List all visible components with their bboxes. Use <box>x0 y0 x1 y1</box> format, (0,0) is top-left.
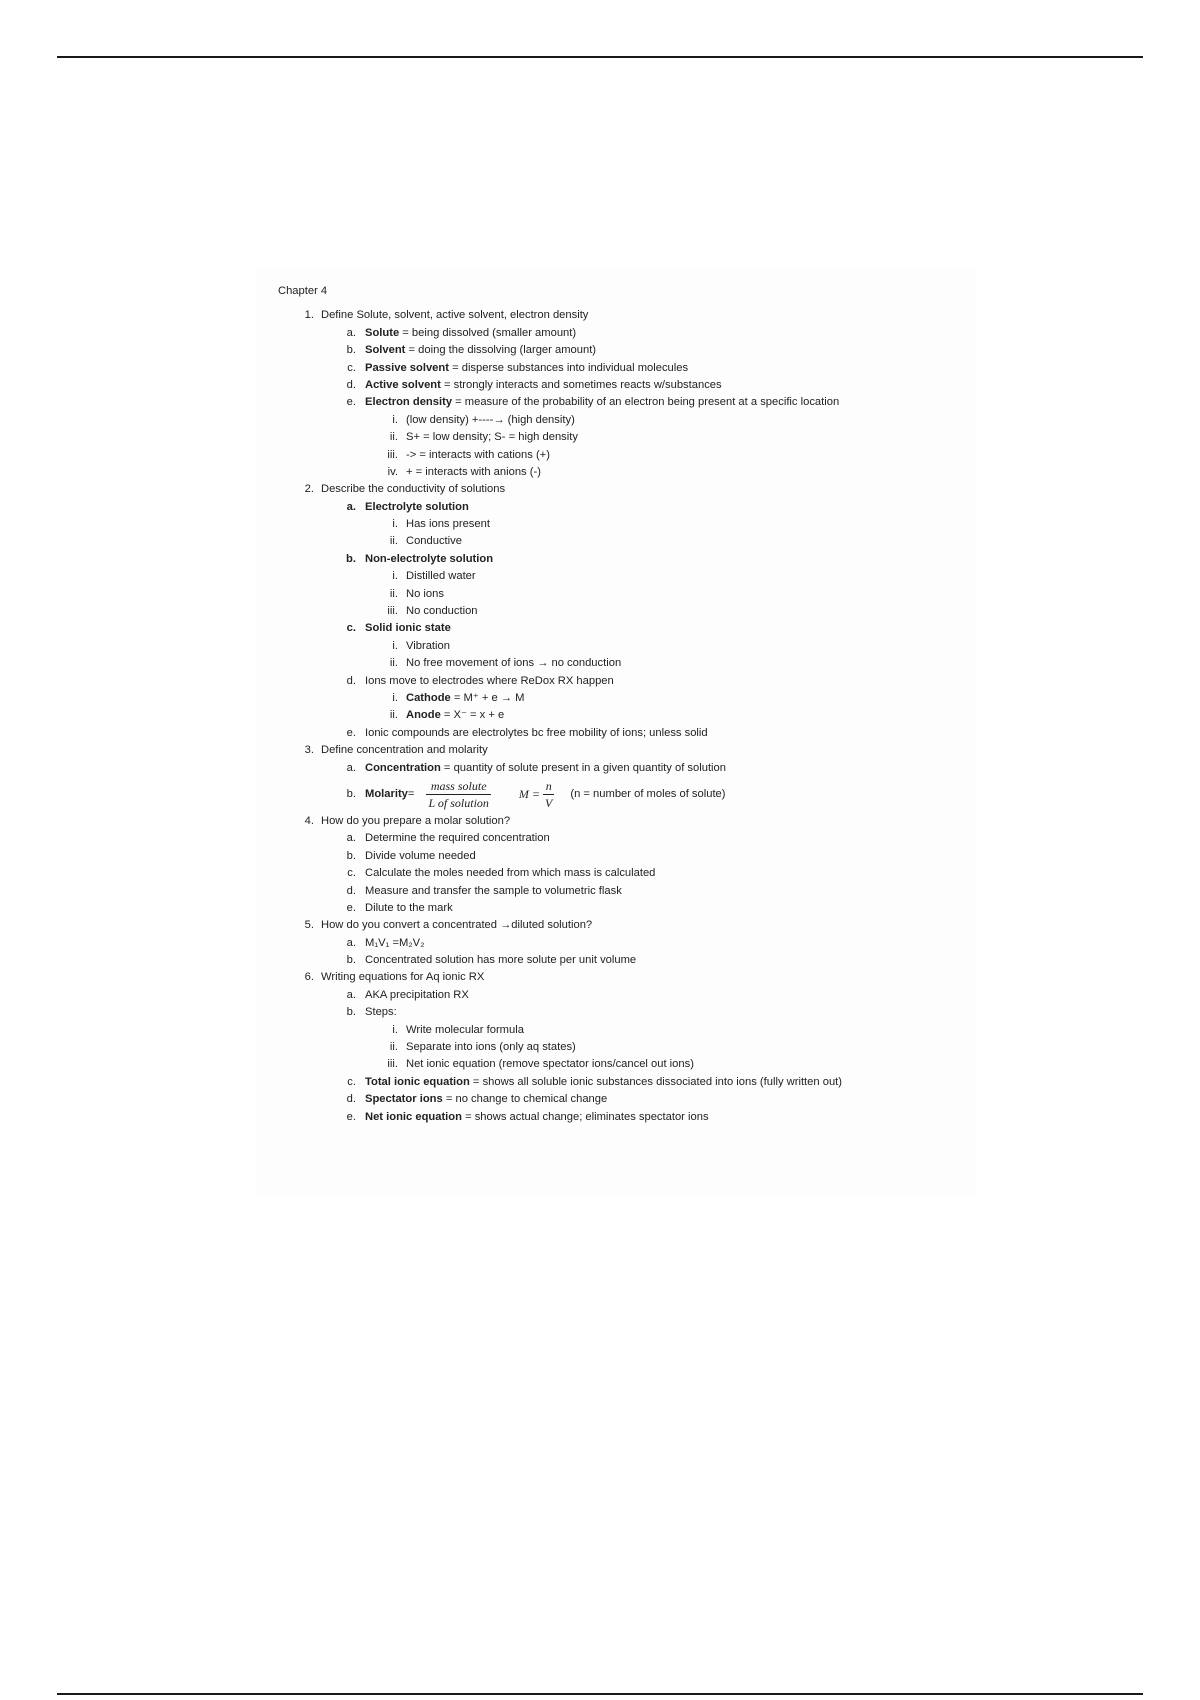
item-marker: e. <box>346 901 356 914</box>
list-item <box>278 900 978 917</box>
item-marker: e. <box>346 726 356 739</box>
item-text: = being dissolved (smaller amount) <box>399 326 577 339</box>
item-marker: b. <box>346 344 356 357</box>
list-item <box>278 935 978 952</box>
section-heading <box>278 917 978 934</box>
item-term: Solute <box>365 326 400 339</box>
sub-text: Write molecular formula <box>406 1023 524 1036</box>
sub-text: -> = interacts with cations (+) <box>406 448 550 461</box>
sub-text: + = interacts with anions (-) <box>406 465 541 478</box>
list-item <box>278 725 978 742</box>
sub-marker: iii. <box>387 448 398 461</box>
sub-text: Separate into ions (only aq states) <box>406 1041 576 1054</box>
section-heading <box>278 307 978 324</box>
item-term: Net ionic equation <box>365 1110 462 1123</box>
list-item <box>278 620 978 637</box>
section-text: Writing equations for Aq ionic RX <box>321 971 485 984</box>
item-marker: d. <box>346 884 356 897</box>
sub-text: (low density) +----→ (high density) <box>406 413 575 426</box>
item-text: = shows all soluble ionic substances dissociated into ions (fully written out) <box>469 1075 842 1088</box>
sub-text: Vibration <box>406 639 450 652</box>
item-marker: a. <box>346 500 356 513</box>
list-item <box>278 760 978 777</box>
sub-item <box>278 568 978 585</box>
sub-marker: i. <box>392 413 398 426</box>
sub-item <box>278 1039 978 1056</box>
sub-marker: iv. <box>387 465 398 478</box>
list-item <box>278 551 978 568</box>
section-text: Define Solute, solvent, active solvent, electron density <box>321 309 589 322</box>
item-term: Concentration <box>365 761 441 774</box>
item-term: Non-electrolyte solution <box>365 552 494 565</box>
sub-marker: ii. <box>389 1041 398 1054</box>
outline-list <box>278 307 978 1126</box>
item-marker: a. <box>346 936 356 949</box>
list-item <box>278 499 978 516</box>
list-item <box>278 360 978 377</box>
list-item <box>278 325 978 342</box>
formula-note: (n = number of moles of solute) <box>570 788 726 801</box>
sub-marker: i. <box>392 570 398 583</box>
section-heading <box>278 742 978 759</box>
molarity-fraction <box>426 779 490 810</box>
fraction-denominator: L of solution <box>428 796 489 811</box>
section-number: 2. <box>304 483 314 496</box>
fraction-numerator: n <box>545 779 552 794</box>
item-text: = quantity of solute present in a given quantity of solution <box>440 761 726 774</box>
sub-item <box>278 690 978 707</box>
formula-fraction <box>543 779 554 810</box>
list-item <box>278 1109 978 1126</box>
section-number: 4. <box>304 814 314 827</box>
item-marker: b. <box>346 552 356 565</box>
sub-text: No conduction <box>406 605 478 618</box>
item-marker: b. <box>346 1006 356 1019</box>
sub-term: Anode <box>406 709 441 722</box>
item-text: = disperse substances into individual molecules <box>448 361 689 374</box>
sub-marker: iii. <box>387 1058 398 1071</box>
section-heading <box>278 813 978 830</box>
sub-item <box>278 638 978 655</box>
section-text: Define concentration and molarity <box>321 744 488 757</box>
item-marker: e. <box>346 396 356 409</box>
item-text: M₁V₁ =M₂V₂ <box>365 936 425 949</box>
sub-item <box>278 707 978 724</box>
section-number: 1. <box>304 309 314 322</box>
sub-text: Net ionic equation (remove spectator ions/cancel out ions) <box>406 1058 694 1071</box>
equals-sign: = <box>407 788 415 801</box>
item-text: Determine the required concentration <box>365 832 550 845</box>
document-body <box>278 283 978 1126</box>
sub-item <box>278 603 978 620</box>
item-term: Solid ionic state <box>365 622 451 635</box>
list-item <box>278 377 978 394</box>
sub-term: Cathode <box>406 691 451 704</box>
section-number: 6. <box>304 971 314 984</box>
sub-item <box>278 533 978 550</box>
item-marker: a. <box>346 832 356 845</box>
list-item <box>278 673 978 690</box>
sub-text: No ions <box>406 587 444 600</box>
molarity-definition <box>278 777 978 813</box>
sub-text: S+ = low density; S- = high density <box>406 431 578 444</box>
item-text: Ions move to electrodes where ReDox RX happen <box>365 674 614 687</box>
item-text: = shows actual change; eliminates spectator ions <box>461 1110 709 1123</box>
item-term: Passive solvent <box>365 361 449 374</box>
sub-marker: ii. <box>389 587 398 600</box>
section-number: 3. <box>304 744 314 757</box>
section-text: How do you prepare a molar solution? <box>321 814 511 827</box>
sub-marker: ii. <box>389 431 398 444</box>
item-text: = no change to chemical change <box>442 1093 608 1106</box>
section-heading <box>278 969 978 986</box>
item-text: = strongly interacts and sometimes reacts w/substances <box>440 378 722 391</box>
list-item <box>278 865 978 882</box>
chapter-title: Chapter 4 <box>278 285 328 297</box>
item-text: Measure and transfer the sample to volumetric flask <box>365 884 622 897</box>
item-text: Divide volume needed <box>365 849 476 862</box>
sub-text: = M⁺ + e → M <box>450 691 525 704</box>
section-number: 5. <box>304 919 314 932</box>
item-text: Calculate the moles needed from which mass is calculated <box>365 867 656 880</box>
sub-marker: i. <box>392 1023 398 1036</box>
sub-marker: iii. <box>387 605 398 618</box>
list-item <box>278 1091 978 1108</box>
item-term: Molarity <box>365 788 408 801</box>
item-term: Active solvent <box>365 378 441 391</box>
item-text: = measure of the probability of an electron being present at a specific location <box>452 396 840 409</box>
item-text: Concentrated solution has more solute per unit volume <box>365 954 637 967</box>
sub-marker: i. <box>392 518 398 531</box>
fraction-denominator: V <box>545 796 553 811</box>
sub-item <box>278 586 978 603</box>
formula-symbol: M = <box>518 787 541 802</box>
sub-item <box>278 516 978 533</box>
item-marker: a. <box>346 326 356 339</box>
sub-text: Distilled water <box>406 570 476 583</box>
sub-text: Conductive <box>406 535 462 548</box>
item-marker: b. <box>346 787 356 800</box>
item-marker: e. <box>346 1110 356 1123</box>
item-text: Steps: <box>365 1006 397 1019</box>
list-item <box>278 830 978 847</box>
item-marker: c. <box>346 622 356 635</box>
list-item <box>278 394 978 411</box>
list-item <box>278 1004 978 1021</box>
list-item <box>278 848 978 865</box>
item-marker: a. <box>346 761 356 774</box>
item-text: Ionic compounds are electrolytes bc free mobility of ions; unless solid <box>365 726 708 739</box>
item-term: Spectator ions <box>365 1093 443 1106</box>
list-item <box>278 952 978 969</box>
item-text: Dilute to the mark <box>365 901 453 914</box>
fraction-bar <box>543 794 554 795</box>
section-text: Describe the conductivity of solutions <box>321 483 506 496</box>
item-term: Solvent <box>365 344 406 357</box>
fraction-numerator: mass solute <box>430 779 487 794</box>
sub-item <box>278 655 978 672</box>
sub-item <box>278 1056 978 1073</box>
section-text: How do you convert a concentrated →diluted solution? <box>321 919 593 932</box>
sub-text: Has ions present <box>406 518 490 531</box>
list-item <box>278 987 978 1004</box>
sub-item <box>278 1022 978 1039</box>
item-term: Electrolyte solution <box>365 500 469 513</box>
sub-item <box>278 447 978 464</box>
item-term: Total ionic equation <box>365 1075 470 1088</box>
item-marker: b. <box>346 954 356 967</box>
item-term: Electron density <box>365 396 453 409</box>
molarity-formula <box>519 779 554 810</box>
item-marker: c. <box>347 867 356 880</box>
item-marker: a. <box>346 988 356 1001</box>
list-item <box>278 883 978 900</box>
header-rule <box>57 56 1143 58</box>
item-text: = doing the dissolving (larger amount) <box>405 344 597 357</box>
sub-item <box>278 464 978 481</box>
sub-marker: ii. <box>389 657 398 670</box>
sub-text: No free movement of ions → no conduction <box>406 657 622 670</box>
list-item <box>278 1074 978 1091</box>
sub-marker: i. <box>392 639 398 652</box>
item-marker: c. <box>347 361 356 374</box>
footer-rule <box>57 1693 1143 1695</box>
item-marker: c. <box>347 1075 356 1088</box>
section-heading <box>278 481 978 498</box>
list-item <box>278 342 978 359</box>
sub-item <box>278 412 978 429</box>
item-text: AKA precipitation RX <box>365 988 469 1001</box>
sub-marker: i. <box>392 691 398 704</box>
sub-text: = X⁻ = x + e <box>440 709 505 722</box>
sub-marker: ii. <box>389 535 398 548</box>
fraction-bar <box>426 794 490 795</box>
item-marker: d. <box>346 378 356 391</box>
item-marker: d. <box>346 1093 356 1106</box>
sub-marker: ii. <box>389 709 398 722</box>
item-marker: d. <box>346 674 356 687</box>
sub-item <box>278 429 978 446</box>
item-marker: b. <box>346 849 356 862</box>
